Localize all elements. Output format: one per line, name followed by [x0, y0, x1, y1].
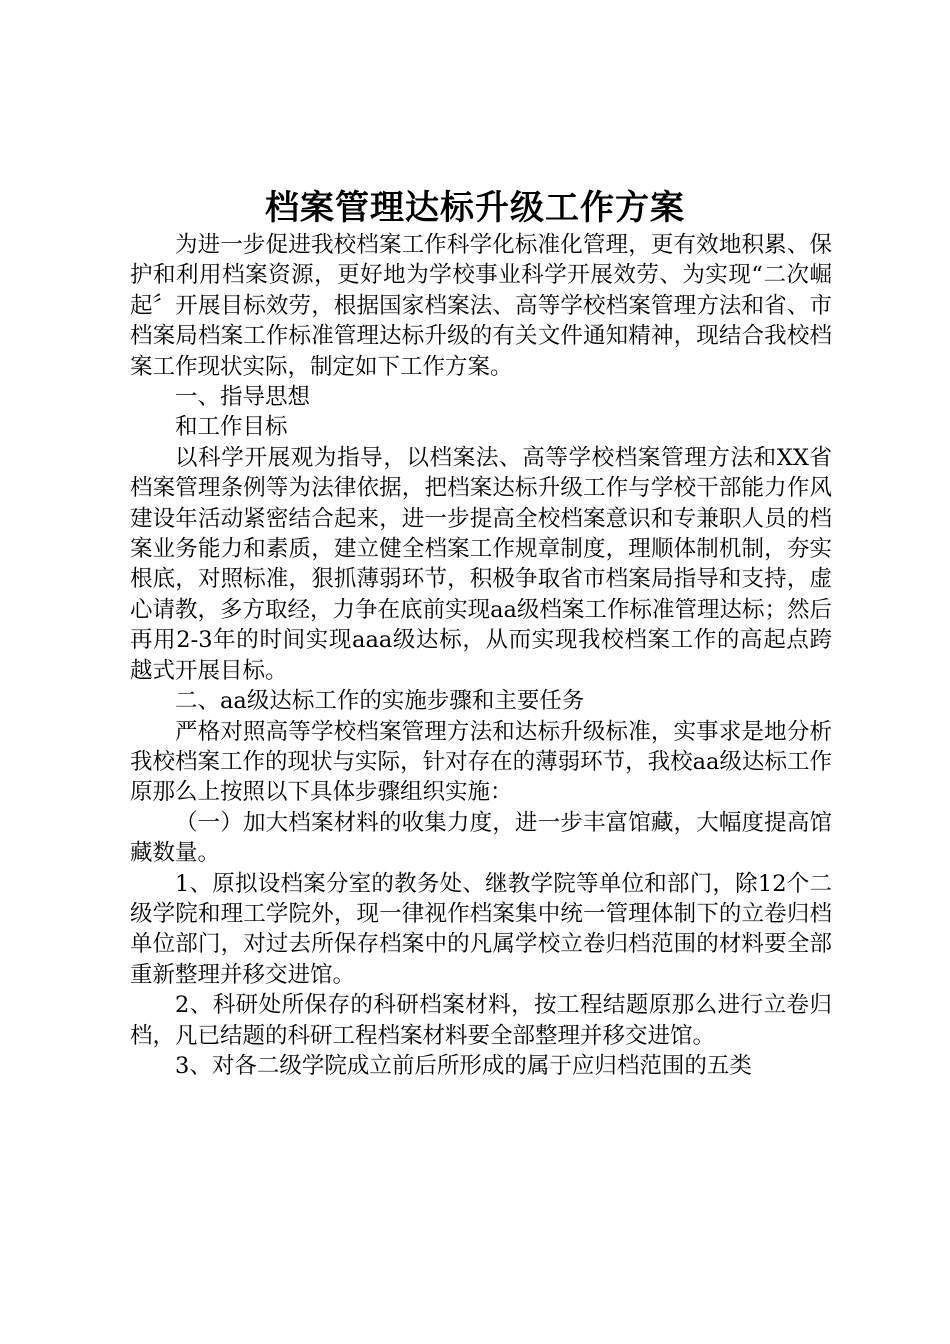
- list-item-1: 1、原拟设档案分室的教务处、继教学院等单位和部门，除12个二级学院和理工学院外，现一律视作档案集中统一管理体制下的立卷归档单位部门，对过去所保存档案中的凡属学校立卷归档范围的材料要全部重新整理并移交进馆。: [130, 870, 832, 988]
- section-heading-work-goals: 和工作目标: [175, 414, 288, 441]
- list-item-2: 2、科研处所保存的科研档案材料，按工程结题原那么进行立卷归档，凡已结题的科研工程档案材料要全部整理并移交进馆。: [130, 992, 832, 1049]
- paragraph-implementation: 严格对照高等学校档案管理方法和达标升级标准，实事求是地分析我校档案工作的现状与实际，针对存在的薄弱环节，我校aa级达标工作原那么上按照以下具体步骤组织实施：: [130, 718, 832, 806]
- subsection-heading-collection: （一）加大档案材料的收集力度，进一步丰富馆藏，大幅度提高馆藏数量。: [130, 809, 832, 867]
- list-item-3: 3、对各二级学院成立前后所形成的属于应归档范围的五类: [175, 1052, 752, 1079]
- paragraph-intro: 为进一步促进我校档案工作科学化标准化管理，更有效地积累、保护和利用档案资源，更好地为学校事业科学开展效劳、为实现“二次崛起〞开展目标效劳，根据国家档案法、高等学校档案管理方法和省、市档案局档案工作标准管理达标升级的有关文件通知精神，现结合我校档案工作现状实际，制定如下工作方案。: [130, 232, 832, 380]
- section-heading-guiding-ideology: 一、指导思想: [175, 384, 311, 411]
- document-body: [130, 230, 832, 1081]
- document-title: 档案管理达标升级工作方案: [265, 188, 685, 228]
- paragraph-goals: 以科学开展观为指导，以档案法、高等学校档案管理方法和XX省档案管理条例等为法律依据，把档案达标升级工作与学校干部能力作风建设年活动紧密结合起来，进一步提高全校档案意识和专兼职人员的档案业务能力和素质，建立健全档案工作规章制度，理顺体制机制，夯实根底，对照标准，狠抓薄弱环节，积极争取省市档案局指导和支持，虚心请教，多方取经，力争在底前实现aa级档案工作标准管理达标；然后再用2-3年的时间实现aaa级达标，从而实现我校档案工作的高起点跨越式开展目标。: [130, 444, 832, 684]
- section-heading-implementation: 二、aa级达标工作的实施步骤和主要任务: [175, 688, 585, 715]
